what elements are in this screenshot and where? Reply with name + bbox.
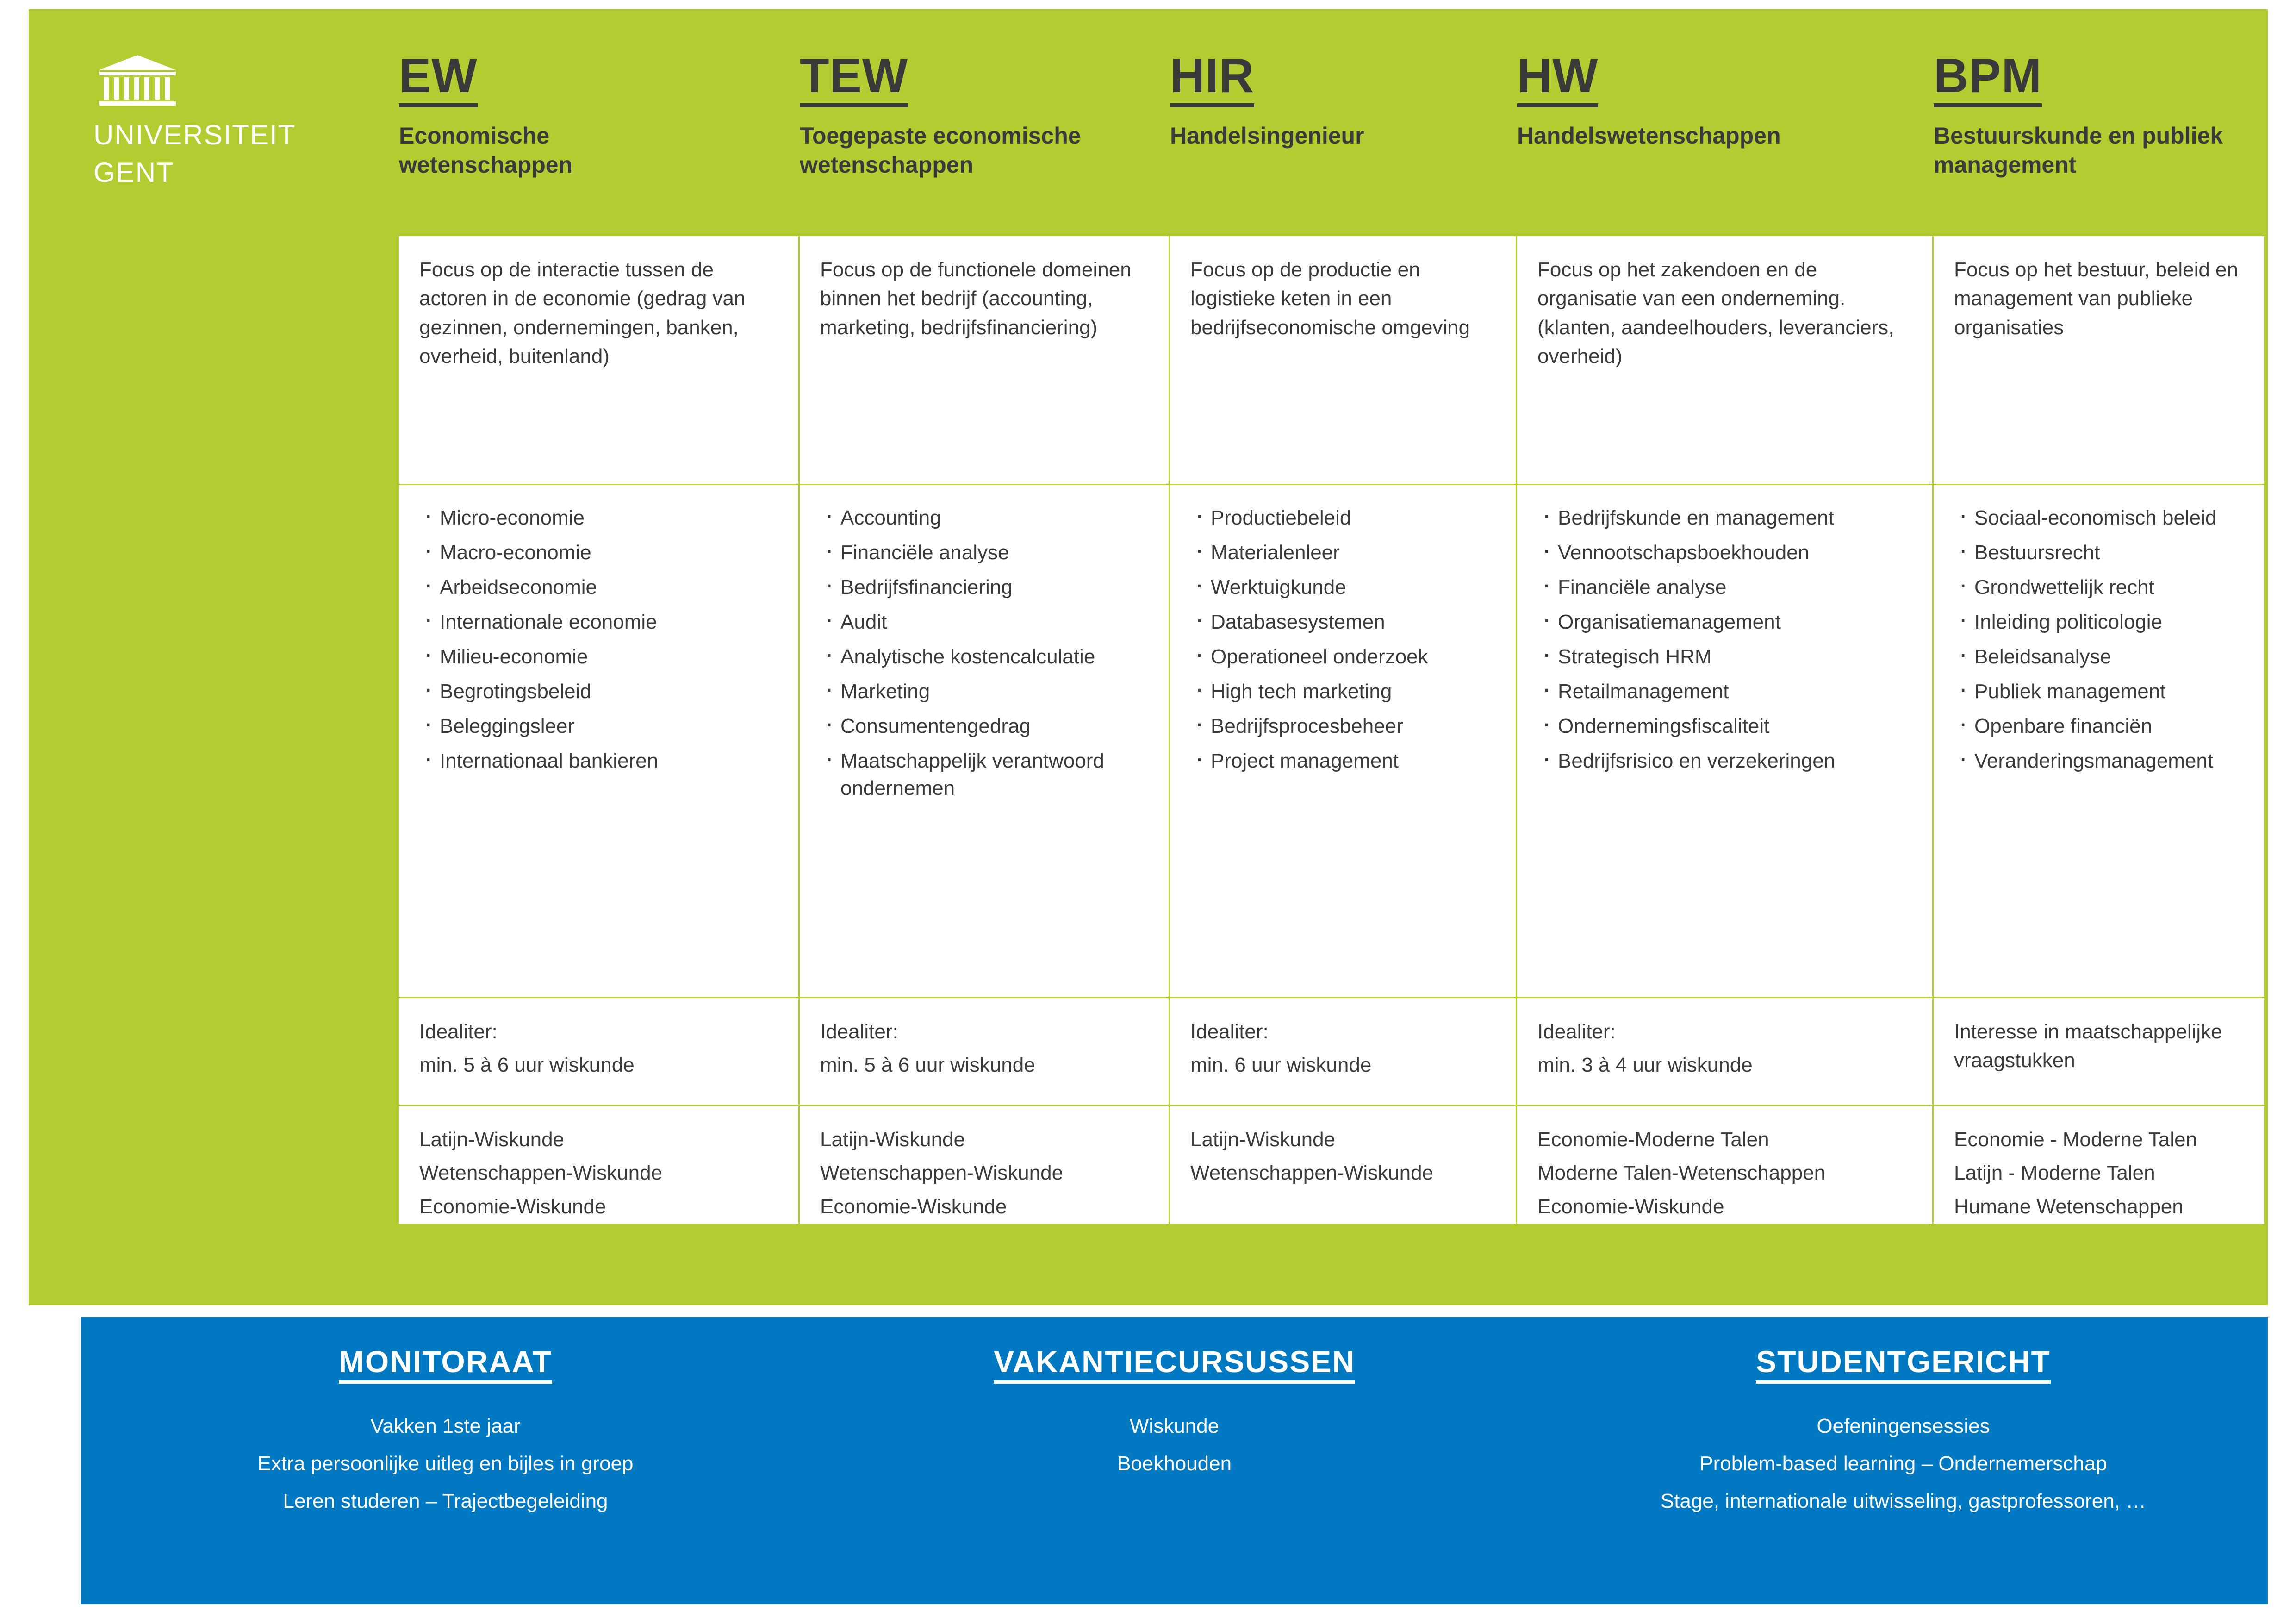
support-line: Oefeningensessies (1817, 1414, 1990, 1437)
university-logo-block (93, 53, 353, 189)
list-item: · Internationaal bankieren (419, 748, 778, 775)
support-title: MONITORAAT (339, 1345, 552, 1384)
combo-item: Economie-Wiskunde (419, 1195, 606, 1218)
support-line: Boekhouden (1117, 1452, 1232, 1475)
combo-cell (1517, 1106, 1934, 1224)
ugent-building-icon (93, 53, 181, 109)
topic-list (1190, 505, 1495, 775)
prerequisite-value: min. 5 à 6 uur wiskunde (419, 1054, 635, 1077)
list-item: · Databasesystemen (1190, 609, 1495, 636)
combo-item: Economie-Wiskunde (1537, 1195, 1724, 1218)
topics-cell (1517, 485, 1934, 997)
programme-headers (399, 51, 2264, 180)
prerequisite-label: Idealiter: (1190, 1020, 1269, 1043)
topic-list (1954, 505, 2244, 775)
list-item: · Sociaal-economisch beleid (1954, 505, 2244, 532)
topic-list (1537, 505, 1912, 775)
combo-item: Latijn-Wiskunde (419, 1128, 565, 1151)
programme-full-name: Economische wetenschappen (399, 123, 573, 178)
list-item: · Milieu-economie (419, 643, 778, 671)
prerequisite-cell (399, 998, 800, 1105)
support-column-vakantiecursussen (810, 1345, 1539, 1604)
topics-cell (1170, 485, 1517, 997)
focus-cell: Focus op het zakendoen en de organisatie van een onderneming. (klanten, aandeelhouders, leveranciers, overheid) (1517, 236, 1934, 484)
combo-cell (800, 1106, 1170, 1224)
support-line: Stage, internationale uitwisseling, gastprofessoren, … (1660, 1490, 2147, 1513)
programme-full-name: Bestuurskunde en publiek management (1934, 123, 2223, 178)
table-row-topics (399, 485, 2264, 998)
prerequisite-cell (1170, 998, 1517, 1105)
list-item: · Werktuigkunde (1190, 574, 1495, 601)
topics-cell (800, 485, 1170, 997)
focus-cell: Focus op het bestuur, beleid en management van publieke organisaties (1954, 258, 2238, 339)
list-item: · Arbeidseconomie (419, 574, 778, 601)
list-item: · Organisatiemanagement (1537, 609, 1912, 636)
combo-item: Wetenschappen-Wiskunde (820, 1162, 1064, 1185)
green-background-panel (29, 9, 2268, 1305)
combo-item: Latijn-Wiskunde (820, 1128, 965, 1151)
list-item: · High tech marketing (1190, 678, 1495, 706)
list-item: · Micro-economie (419, 505, 778, 532)
focus-cell: Focus op de interactie tussen de actoren in de economie (gedrag van gezinnen, ondernemingen, banken, overheid, buitenland) (399, 236, 800, 484)
combo-item: Wetenschappen-Wiskunde (419, 1162, 663, 1185)
list-item: · Macro-economie (419, 539, 778, 567)
support-column-monitoraat (81, 1345, 810, 1604)
topics-cell (399, 485, 800, 997)
prerequisite-cell (1517, 998, 1934, 1105)
list-item: · Bedrijfskunde en management (1537, 505, 1912, 532)
programme-header-hw (1517, 51, 1934, 180)
university-name-line1: UNIVERSITEIT (93, 119, 296, 150)
prerequisite-label: Idealiter: (1537, 1020, 1616, 1043)
support-lines (833, 1410, 1516, 1480)
programme-header-ew (399, 51, 800, 180)
combo-item: Economie-Wiskunde (820, 1195, 1007, 1218)
programme-abbr: EW (399, 51, 478, 107)
support-line: Leren studeren – Trajectbegeleiding (283, 1490, 608, 1513)
list-item: · Bedrijfsfinanciering (820, 574, 1148, 601)
prerequisite-label: Idealiter: (820, 1020, 898, 1043)
programme-abbr: HW (1517, 51, 1598, 107)
list-item: · Audit (820, 609, 1148, 636)
combo-item: Moderne Talen-Wetenschappen (1537, 1162, 1826, 1185)
list-item: · Marketing (820, 678, 1148, 706)
programme-header-hir (1170, 51, 1517, 180)
programme-abbr: BPM (1934, 51, 2042, 107)
table-row-focus (399, 236, 2264, 485)
combo-item: Economie-Moderne Talen (1537, 1128, 1769, 1151)
focus-cell: Focus op de functionele domeinen binnen het bedrijf (accounting, marketing, bedrijfsfinanciering) (800, 236, 1170, 484)
list-item: · Analytische kostencalculatie (820, 643, 1148, 671)
support-line: Wiskunde (1129, 1414, 1220, 1437)
support-line: Problem-based learning – Ondernemerschap (1699, 1452, 2107, 1475)
combo-cell (1934, 1106, 2264, 1224)
support-line: Vakken 1ste jaar (370, 1414, 521, 1437)
list-item: · Bedrijfsrisico en verzekeringen (1537, 748, 1912, 775)
prerequisite-value: min. 6 uur wiskunde (1190, 1054, 1372, 1077)
combo-item: Wetenschappen-Wiskunde (1190, 1162, 1434, 1185)
university-name (93, 119, 353, 189)
support-line: Extra persoonlijke uitleg en bijles in groep (257, 1452, 634, 1475)
prerequisite-cell: Interesse in maatschappelijke vraagstukken (1954, 1020, 2222, 1072)
table-row-prerequisites (399, 998, 2264, 1106)
combo-item: Humane Wetenschappen (1954, 1195, 2184, 1218)
prerequisite-value: min. 3 à 4 uur wiskunde (1537, 1054, 1753, 1077)
programme-header-bpm (1934, 51, 2264, 180)
topic-list (820, 505, 1148, 802)
list-item: · Publiek management (1954, 678, 2244, 706)
university-name-line2: GENT (93, 156, 174, 188)
list-item: · Financiële analyse (1537, 574, 1912, 601)
list-item: · Materialenleer (1190, 539, 1495, 567)
programme-full-name: Handelswetenschappen (1517, 123, 1781, 149)
programme-abbr: HIR (1170, 51, 1254, 107)
topic-list (419, 505, 778, 775)
list-item: · Inleiding politicologie (1954, 609, 2244, 636)
programme-comparison-table (399, 236, 2264, 1224)
list-item: · Retailmanagement (1537, 678, 1912, 706)
prerequisite-label: Idealiter: (419, 1020, 498, 1043)
list-item: · Consumentengedrag (820, 713, 1148, 740)
combo-item: Latijn-Wiskunde (1190, 1128, 1336, 1151)
topics-cell (1934, 485, 2264, 997)
support-lines (104, 1410, 787, 1518)
prerequisite-cell (800, 998, 1170, 1105)
list-item: · Openbare financiën (1954, 713, 2244, 740)
list-item: · Internationale economie (419, 609, 778, 636)
list-item: · Begrotingsbeleid (419, 678, 778, 706)
list-item: · Bedrijfsprocesbeheer (1190, 713, 1495, 740)
combo-cell (1170, 1106, 1517, 1224)
support-title: VAKANTIECURSUSSEN (994, 1345, 1355, 1384)
programme-abbr: TEW (800, 51, 908, 107)
programme-full-name: Toegepaste economische wetenschappen (800, 123, 1081, 178)
list-item: · Veranderingsmanagement (1954, 748, 2244, 775)
list-item: · Maatschappelijk verantwoord ondernemen (820, 748, 1148, 802)
combo-item: Economie - Moderne Talen (1954, 1128, 2197, 1151)
support-lines (1562, 1410, 2245, 1518)
support-services-columns (81, 1317, 2268, 1604)
list-item: · Financiële analyse (820, 539, 1148, 567)
combo-cell (399, 1106, 800, 1224)
focus-cell: Focus op de productie en logistieke keten in een bedrijfseconomische omgeving (1170, 236, 1517, 484)
list-item: · Ondernemingsfiscaliteit (1537, 713, 1912, 740)
list-item: · Operationeel onderzoek (1190, 643, 1495, 671)
combo-item: Latijn - Moderne Talen (1954, 1162, 2155, 1185)
list-item: · Accounting (820, 505, 1148, 532)
list-item: · Vennootschapsboekhouden (1537, 539, 1912, 567)
programme-full-name: Handelsingenieur (1170, 123, 1364, 149)
support-column-studentgericht (1539, 1345, 2268, 1604)
list-item: · Strategisch HRM (1537, 643, 1912, 671)
prerequisite-value: min. 5 à 6 uur wiskunde (820, 1054, 1035, 1077)
list-item: · Beleggingsleer (419, 713, 778, 740)
list-item: · Beleidsanalyse (1954, 643, 2244, 671)
list-item: · Productiebeleid (1190, 505, 1495, 532)
support-title: STUDENTGERICHT (1756, 1345, 2051, 1384)
list-item: · Project management (1190, 748, 1495, 775)
list-item: · Bestuursrecht (1954, 539, 2244, 567)
support-services-panel (81, 1317, 2268, 1604)
table-row-secondary-school-combos (399, 1106, 2264, 1224)
list-item: · Grondwettelijk recht (1954, 574, 2244, 601)
programme-header-tew (800, 51, 1170, 180)
